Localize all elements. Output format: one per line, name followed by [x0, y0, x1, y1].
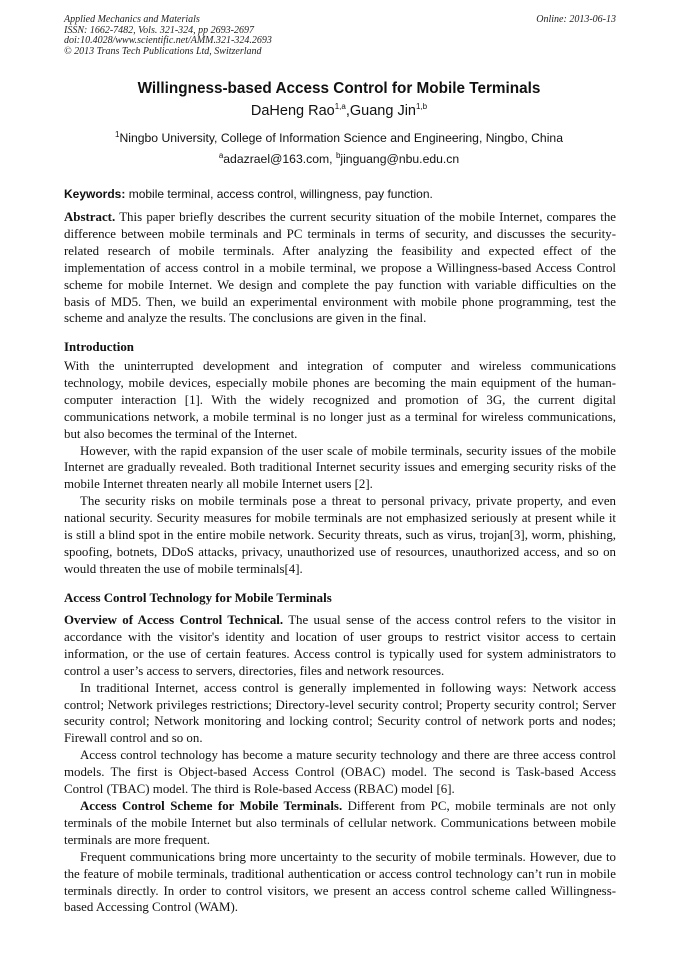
paragraph: Frequent communications bring more uncertainty to the security of mobile terminals. However, due to the feature of mobile terminals, traditional authentication or access control technology can’t run in mobile terminals directly. In order to control visitors, we present an access control scheme called Willingness-based Accessing Control (WAM). — [64, 849, 616, 915]
paragraph: In traditional Internet, access control is generally implemented in following ways: Network access control; Network privileges restrictions; Directory-level security control; Property security control; Server security control; Network monitoring and locking control; Security control of network ports and nodes; Firewall control and so on. — [64, 680, 616, 746]
online-date: Online: 2013-06-13 — [536, 14, 616, 25]
journal-header — [64, 15, 616, 57]
paragraph: Access control technology has become a mature security technology and there are three access control models. The first is Object-based Access Control (OBAC) model. The second is Task-based Access Control (TBAC) model. The third is Role-based Access (RBAC) model [6]. — [64, 748, 616, 797]
author-superscript: 1,a — [334, 102, 346, 112]
author-superscript: 1,b — [415, 102, 428, 112]
subheading-overview: Overview of Access Control Technical. — [64, 613, 284, 627]
keywords — [64, 187, 616, 201]
keywords-text: mobile terminal, access control, willingness, pay function. — [128, 187, 433, 201]
paragraph: The security risks on mobile terminals pose a threat to personal privacy, private property, and even national security. Security measures for mobile terminals are not emphasized seriously at present while it is still a blind spot in the entire mobile network. Security threats, such as virus, trojan[3], worm, phishing, spoofing, botnets, DDoS attacks, privacy, unauthorized use of resources, unauthorized access, and so on would threaten the use of mobile terminals[4]. — [64, 494, 616, 576]
paragraph — [64, 798, 616, 849]
copyright-line: © 2013 Trans Tech Publications Ltd, Switzerland — [64, 45, 262, 57]
paragraph — [64, 612, 616, 680]
abstract-text: This paper briefly describes the current security situation of the mobile Internet, compares the difference between mobile terminals and PC terminals in terms of security, and discusses the security-related research of mobile terminals. After analyzing the feasibility and expected effect of the implementation of access control in a mobile terminal, we propose a Willingness-based Access Control scheme for mobile Internet. We design and complete the pay function with variable difficulties on the basis of MD5. Then, we build an experimental environment with mobile phone programming, test the scheme and analyze the results. The conclusions are given in the final. — [64, 210, 616, 326]
abstract-label: Abstract. — [64, 210, 116, 224]
paragraph-text: Different from PC, mobile terminals are not only terminals of the mobile Internet but also terminals of cellular network. Communications between mobile terminals are more frequent. — [64, 798, 616, 847]
doi-line: doi:10.4028/www.scientific.net/AMM.321-324.2693 — [64, 35, 272, 46]
issn-line: ISSN: 1662-7482, Vols. 321-324, pp 2693-2697 — [64, 24, 254, 36]
section-heading-access-control: Access Control Technology for Mobile Terminals — [64, 591, 332, 605]
section-heading-introduction: Introduction — [64, 340, 134, 354]
affiliation-superscript: 1 — [115, 129, 120, 139]
access-control-body — [64, 612, 616, 916]
author-list: DaHeng Rao$^{1,a}$,Guang Jin$^{1,b}$ — [250, 102, 428, 119]
affiliation — [0, 131, 678, 145]
email-link[interactable]: jinguang@nbu.edu.cn — [340, 152, 460, 166]
paragraph: With the uninterrupted development and integration of computer and wireless communications technology, mobile devices, especially mobile phones are becoming the main equipment of the human-computer interaction [1]. With the widely recognized and promotion of 3G, the current digital communications network, a mobile terminal is no longer just as a terminal for wireless communications, but also becomes the terminal of the Internet. — [64, 359, 616, 441]
subheading-scheme: Access Control Scheme for Mobile Terminals. — [80, 798, 343, 813]
paper-title: Willingness-based Access Control for Mobile Terminals — [137, 80, 541, 97]
author-name: DaHeng Rao — [250, 103, 335, 119]
paragraph: However, with the rapid expansion of the user scale of mobile terminals, security issues of the mobile Internet are gradually revealed. Both traditional Internet security issues and emerging security risks of the mobile Internet threaten nearly all mobile Internet users [2]. — [64, 443, 616, 492]
abstract — [64, 209, 616, 327]
author-name: Guang Jin — [349, 103, 416, 119]
email-superscript: a — [218, 150, 224, 160]
keywords-label: Keywords: — [64, 187, 126, 201]
author-emails — [0, 152, 678, 166]
email-link[interactable]: adazrael@163.com, — [223, 152, 333, 166]
introduction-body — [64, 358, 616, 578]
journal-name: Applied Mechanics and Materials — [64, 14, 200, 25]
email-superscript: b — [335, 150, 341, 160]
paragraph-text: The usual sense of the access control refers to the visitor in accordance with the visitor's identity and location of user groups to restrict visitor access to certain information, or the use of certain features. Access control is typically used for system administrators to control a user’s access to servers, directories, files and network resources. — [64, 613, 616, 678]
affiliation-text: Ningbo University, College of Information Science and Engineering, Ningbo, China — [119, 131, 563, 145]
